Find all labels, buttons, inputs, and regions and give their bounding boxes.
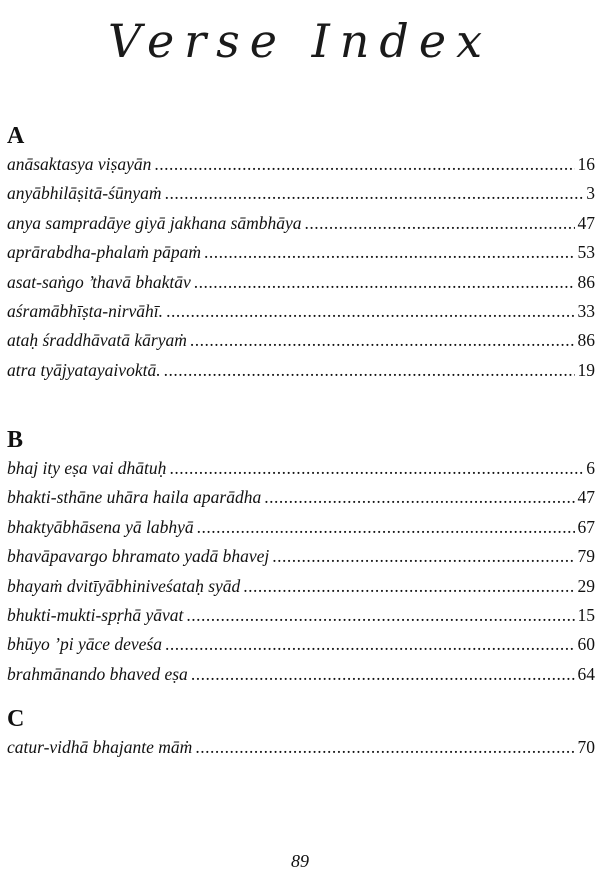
entry-page: 3 [586, 183, 595, 204]
entry-text: brahmānando bhaved eṣa [7, 663, 188, 684]
index-entry [7, 360, 595, 389]
index-entry [7, 330, 595, 359]
entry-text: bhukti-mukti-spṛhā yāvat [7, 604, 184, 625]
index-entry [7, 272, 595, 301]
entry-page: 86 [577, 271, 595, 292]
entry-page: 19 [577, 359, 595, 380]
index-entry [7, 664, 595, 693]
section-letter: C [7, 706, 25, 732]
dot-leader [197, 517, 575, 538]
dot-leader [191, 664, 575, 685]
index-entry [7, 183, 595, 212]
entry-text: aśramābhīṣta-nirvāhī. [7, 300, 164, 321]
index-entry [7, 487, 595, 516]
dot-leader [154, 154, 574, 175]
entry-page: 67 [577, 516, 595, 537]
entry-text: bhaktyābhāsena yā labhyā [7, 516, 194, 537]
entry-text: ataḥ śraddhāvatā kāryaṁ [7, 330, 187, 351]
page-title: Verse Index [107, 14, 493, 68]
entry-text: bhavāpavargo bhramato yadā bhavej [7, 546, 270, 567]
dot-leader [166, 301, 574, 322]
dot-leader [165, 183, 584, 204]
entry-page: 47 [577, 212, 595, 233]
section-letter: A [7, 123, 25, 149]
index-entry [7, 634, 595, 663]
index-section-c [7, 703, 595, 766]
entry-page: 15 [577, 604, 595, 625]
entry-page: 70 [577, 737, 595, 757]
entry-text: asat-saṅgo ’thavā bhaktāv [7, 271, 191, 292]
dot-leader [165, 634, 575, 655]
entry-text: atra tyājyatayaivoktā. [7, 359, 161, 380]
entry-text: aprārabdha-phalaṁ pāpaṁ [7, 242, 201, 263]
dot-leader [264, 487, 574, 508]
entry-page: 6 [586, 458, 595, 478]
index-entry [7, 458, 595, 487]
index-section-a [7, 120, 595, 389]
dot-leader [194, 272, 575, 293]
dot-leader [186, 605, 574, 626]
entry-text: bhūyo ’pi yāce deveśa [7, 634, 162, 655]
dot-leader [243, 576, 574, 597]
entry-text: anāsaktasya viṣayān [7, 154, 152, 174]
index-entry [7, 517, 595, 546]
index-entry [7, 546, 595, 575]
index-entry [7, 301, 595, 330]
entry-page: 47 [577, 487, 595, 508]
dot-leader [190, 330, 575, 351]
index-entry [7, 213, 595, 242]
entry-text: bhakti-sthāne uhāra haila aparādha [7, 487, 262, 508]
dot-leader [164, 360, 575, 381]
entry-page: 60 [577, 634, 595, 655]
entry-text: anya sampradāye giyā jakhana sāmbhāya [7, 212, 302, 233]
entry-page: 29 [577, 575, 595, 596]
index-section-b [7, 424, 595, 693]
index-entry [7, 605, 595, 634]
index-entry [7, 576, 595, 605]
dot-leader [305, 213, 575, 234]
entry-page: 53 [577, 242, 595, 263]
page-number: 89 [291, 851, 309, 871]
index-entry [7, 154, 595, 183]
dot-leader [204, 242, 575, 263]
dot-leader [195, 737, 574, 758]
dot-leader [272, 546, 574, 567]
entry-text: catur-vidhā bhajante māṁ [7, 737, 193, 757]
entry-page: 33 [577, 300, 595, 321]
dot-leader [169, 458, 583, 479]
entry-text: bhayaṁ dvitīyābhiniveśataḥ syād [7, 575, 241, 596]
entry-text: anyābhilāṣitā-śūnyaṁ [7, 183, 162, 204]
index-entry [7, 737, 595, 766]
section-letter: B [7, 427, 24, 453]
entry-text: bhaj ity eṣa vai dhātuḥ [7, 458, 167, 478]
entry-page: 79 [577, 546, 595, 567]
index-entry [7, 242, 595, 271]
entry-page: 86 [577, 330, 595, 351]
entry-page: 16 [577, 154, 595, 174]
entry-page: 64 [577, 663, 595, 684]
